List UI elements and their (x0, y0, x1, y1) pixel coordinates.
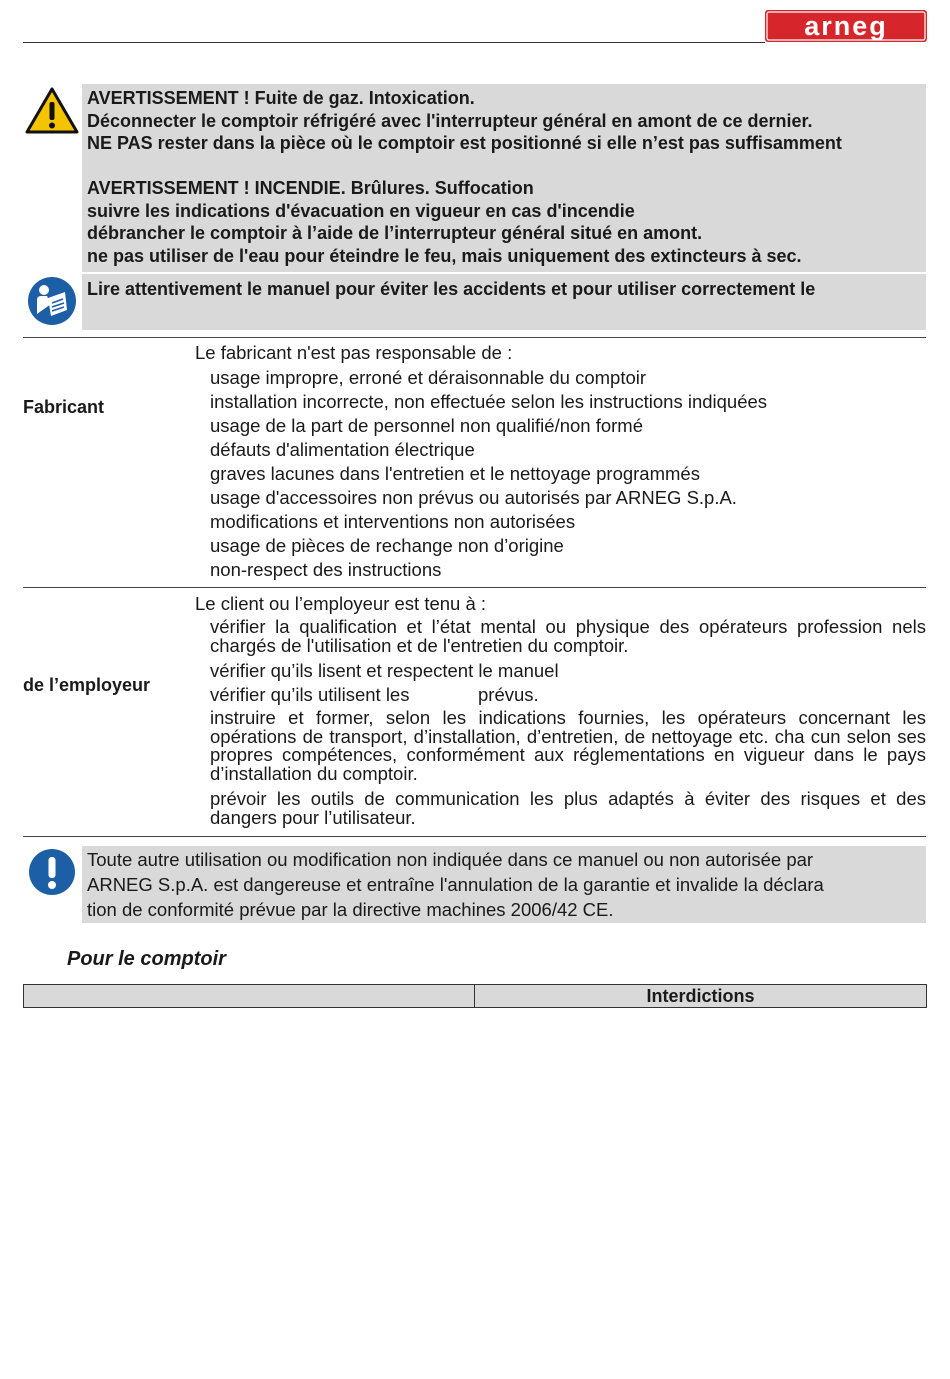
read-manual-icon (27, 276, 77, 331)
gas-warning-line: Déconnecter le comptoir réfrigéré avec l'interrupteur général en amont de ce dernier. (87, 110, 813, 131)
manual-instruction: Lire attentivement le manuel pour éviter les accidents et pour utiliser correctement le (87, 279, 816, 299)
fire-warning-line: suivre les indications d'évacuation en vigueur en cas d'incendie (87, 200, 635, 221)
notice-line: Toute autre utilisation ou modification non indiquée dans ce manuel ou non autorisée par (87, 849, 814, 870)
svg-text:arneg: arneg (804, 11, 888, 41)
exclamation-icon (28, 848, 76, 901)
list-item: usage de pièces de rechange non d’origine (210, 535, 564, 556)
list-item: prévoir les outils de communication les plus adaptés à éviter des risques et des dangers pour l’utilisateur. (210, 788, 926, 828)
list-item: usage impropre, erroné et déraisonnable du comptoir (210, 367, 647, 388)
list-item: usage de la part de personnel non qualifié/non formé (210, 415, 643, 436)
list-item-end: prévus. (478, 684, 539, 705)
notice-line: ARNEG S.p.A. est dangereuse et entraîne l'annulation de la garantie et invalide la déclara (87, 874, 824, 895)
gas-warning-title: AVERTISSEMENT ! Fuite de gaz. Intoxication. (87, 88, 475, 108)
fire-warning-title: AVERTISSEMENT ! INCENDIE. Brûlures. Suffocation (87, 178, 534, 198)
spacer (87, 155, 926, 178)
table-header-interdictions: Interdictions (475, 985, 927, 1008)
notice-line: tion de conformité prévue par la directive machines 2006/42 CE. (87, 899, 614, 920)
table-rule (23, 836, 926, 837)
fire-warning-line: ne pas utiliser de l'eau pour éteindre le feu, mais uniquement des extincteurs à sec. (87, 245, 802, 266)
list-item: graves lacunes dans l'entretien et le nettoyage programmés (210, 463, 700, 484)
employeur-label: de l’employeur (23, 675, 151, 695)
prohibitions-table (23, 984, 927, 1008)
list-item: installation incorrecte, non effectuée selon les instructions indiquées (210, 391, 768, 412)
notice-box (82, 846, 926, 923)
fabricant-list (210, 366, 767, 582)
list-item: non-respect des instructions (210, 559, 442, 580)
read-manual-note (82, 274, 926, 330)
list-item: vérifier qu’ils lisent et respectent le manuel (210, 660, 559, 681)
fire-warning-line: débrancher le comptoir à l’aide de l’interrupteur général situé en amont. (87, 223, 703, 243)
table-rule (23, 337, 926, 338)
header-rule (23, 42, 765, 43)
table-rule (23, 587, 926, 588)
gas-warning-line: NE PAS rester dans la pièce où le comptoir est positionné si elle n’est pas suffisamment (87, 133, 842, 153)
list-item: défauts d'alimentation électrique (210, 439, 475, 460)
list-item: usage d'accessoires non prévus ou autorisés par ARNEG S.p.A. (210, 487, 737, 508)
list-item: vérifier la qualification et l’état mental ou physique des opérateurs profession nels chargés de l'utilisation et de l'entretien du comptoir. (210, 616, 926, 656)
employeur-intro: Le client ou l’employeur est tenu à : (195, 593, 487, 614)
arneg-logo (765, 10, 927, 42)
gas-fire-warning (82, 84, 926, 272)
list-item: instruire et former, selon les indications fournies, les opérateurs concernant les opérations de transport, d’installation, d’entretien, de nettoyage etc. cha cun selon ses propres compétences, conformément aux réglementations en vigueur dans le pays d’installation du comptoir. (210, 707, 926, 784)
list-item: vérifier qu’ils utilisent les (210, 684, 410, 705)
table-header-empty (24, 985, 475, 1008)
warning-triangle-icon (24, 86, 80, 141)
fabricant-label: Fabricant (23, 397, 105, 417)
section-title: Pour le comptoir (67, 948, 226, 970)
list-item: modifications et interventions non autorisées (210, 511, 576, 532)
fabricant-intro: Le fabricant n'est pas responsable de : (195, 342, 513, 363)
